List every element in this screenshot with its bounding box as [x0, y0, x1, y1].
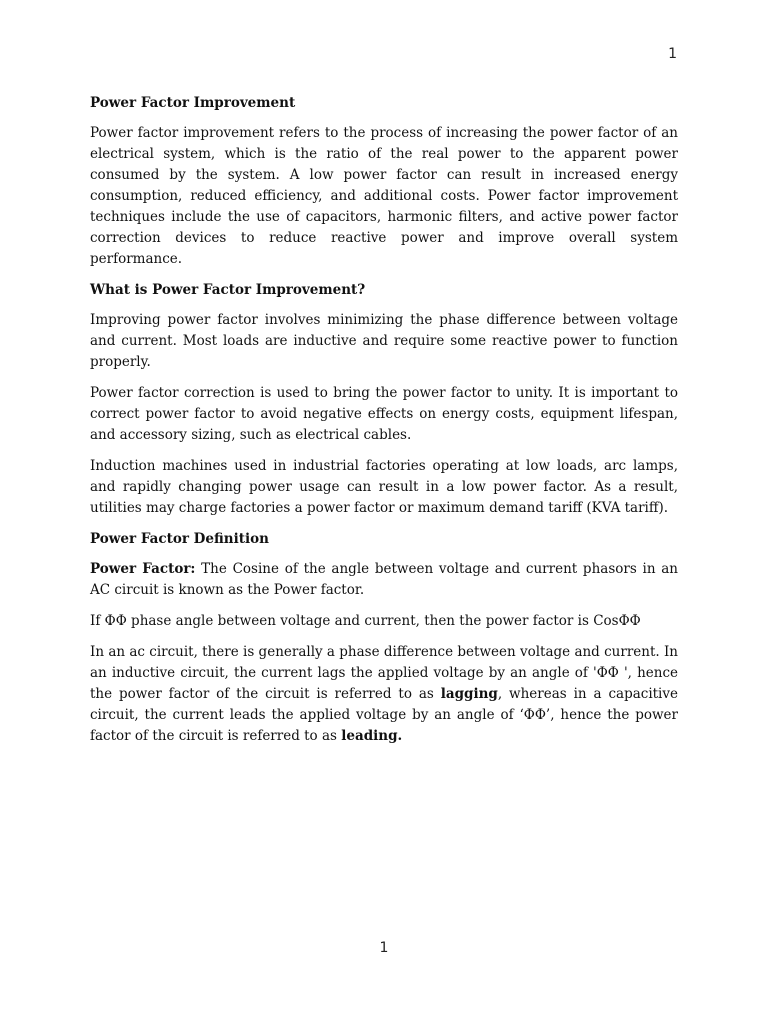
paragraph-definition [90, 559, 678, 601]
page-number-top: 1 [668, 46, 677, 62]
document-body [90, 93, 678, 757]
heading-what-is-pfi: What is Power Factor Improvement? [90, 282, 366, 298]
page-number-bottom: 1 [379, 940, 389, 956]
paragraph-lagging-leading [90, 642, 678, 747]
definition-term: Power Factor: [90, 561, 196, 577]
paragraph-intro: Power factor improvement refers to the process of increasing the power factor of an electrical system, which is the ratio of the real power to the apparent power consumed by the system. A low power factor can result in increased energy consumption, reduced efficiency, and additional costs. Power factor improvement techniques include the use of capacitors, harmonic filters, and active power factor correction devices to reduce reactive power and improve overall system performance. [90, 125, 678, 267]
paragraph-minimizing-phase: Improving power factor involves minimizing the phase difference between voltage and current. Most loads are inductive and require some reactive power to function properly. [90, 312, 678, 370]
paragraph-correction-unity: Power factor correction is used to bring the power factor to unity. It is important to correct power factor to avoid negative effects on energy costs, equipment lifespan, and accessory sizing, such as electrical cables. [90, 385, 678, 443]
heading-power-factor-improvement: Power Factor Improvement [90, 95, 296, 111]
paragraph-phase-angle: If ΦΦ phase angle between voltage and current, then the power factor is CosΦΦ [90, 613, 641, 629]
term-leading: leading. [341, 728, 403, 744]
lagging-leading-text-b: , whereas in a capacitive circuit, the current leads the applied voltage by an angle of ‘ΦΦ’, hence the power factor of the circuit is referred to as [90, 686, 678, 744]
lagging-leading-text-a: In an ac circuit, there is generally a phase difference between voltage and current. In an inductive circuit, the current lags the applied voltage by an angle of 'ΦΦ ', hence the power factor of the circuit is referred to as [90, 644, 678, 702]
term-lagging: lagging [440, 686, 498, 702]
heading-power-factor-definition: Power Factor Definition [90, 531, 269, 547]
definition-text: The Cosine of the angle between voltage and current phasors in an AC circuit is known as the Power factor. [90, 561, 678, 598]
paragraph-induction-machines: Induction machines used in industrial factories operating at low loads, arc lamps, and rapidly changing power usage can result in a low power factor. As a result, utilities may charge factories a power factor or maximum demand tariff (KVA tariff). [90, 458, 678, 516]
